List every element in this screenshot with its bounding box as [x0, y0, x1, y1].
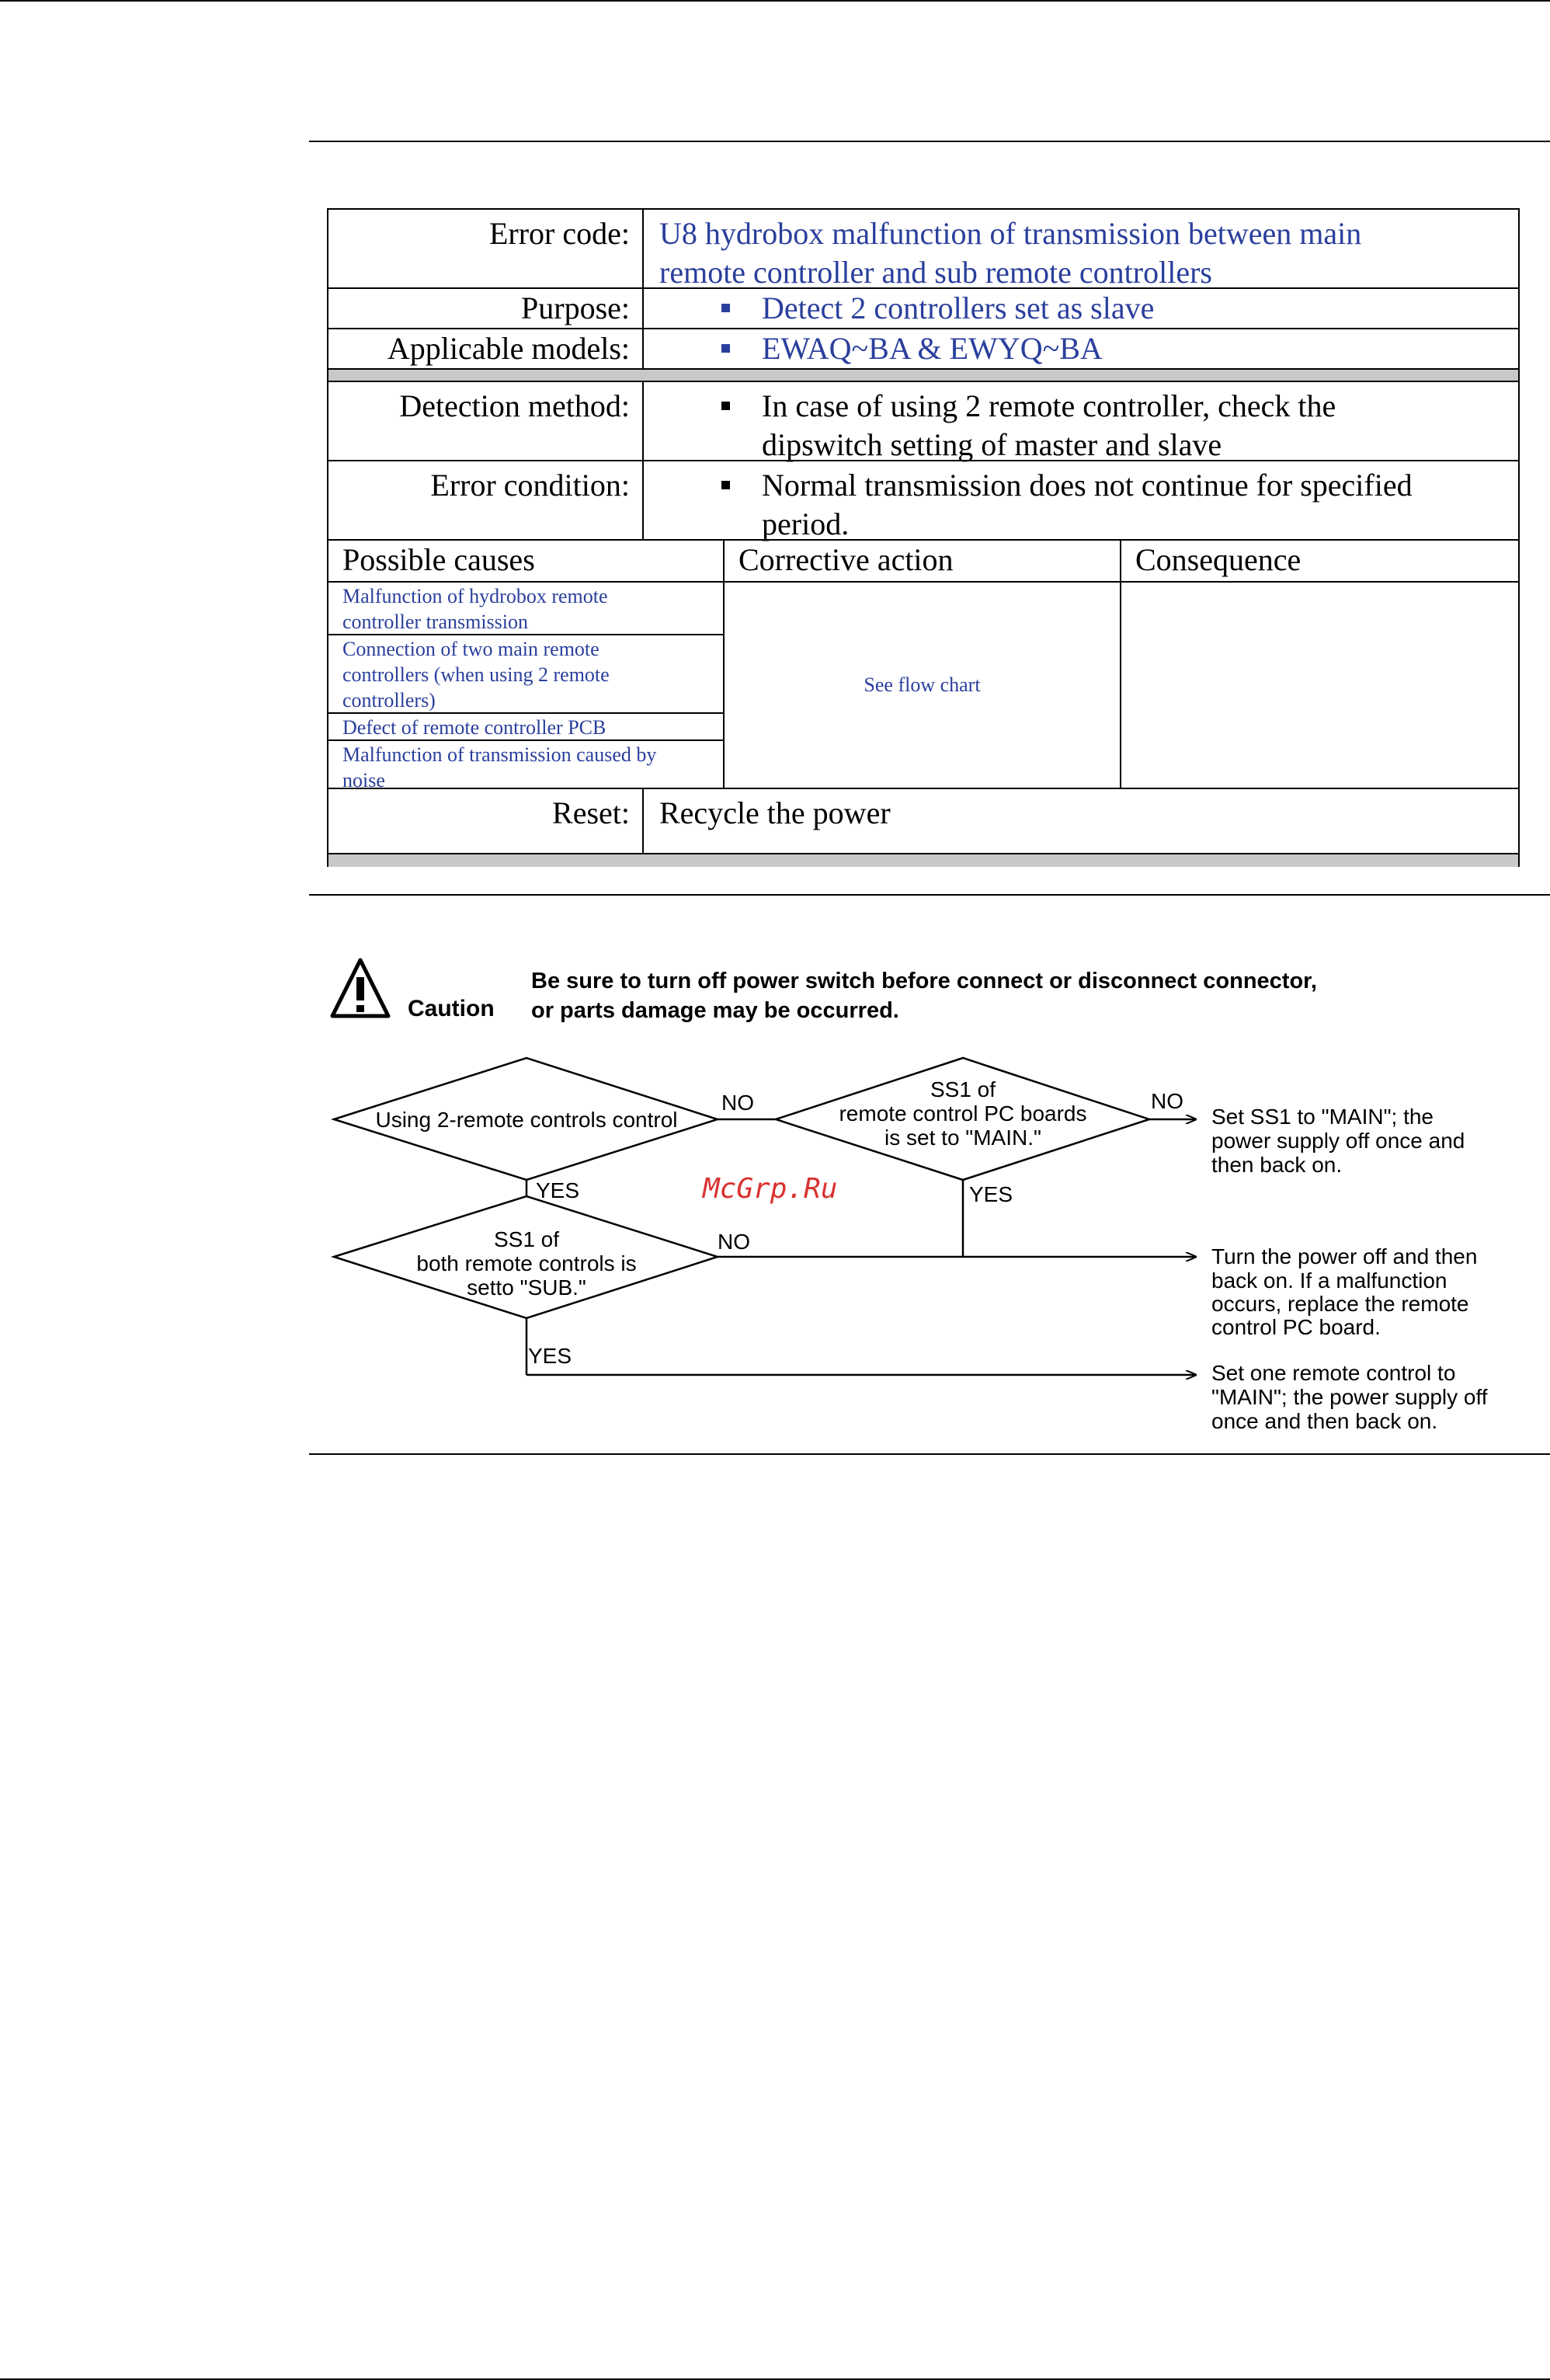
possible-causes-header: Possible causes [328, 541, 723, 583]
result-3-line-2: "MAIN"; the power supply off [1211, 1385, 1488, 1409]
result-1-line-1: Set SS1 to "MAIN"; the [1211, 1105, 1434, 1129]
yes-label: YES [536, 1178, 580, 1202]
cause-item: Malfunction of hydrobox remote controller transmission [328, 583, 723, 635]
section-separator [327, 854, 1520, 867]
result-2-line-4: control PC board. [1211, 1315, 1381, 1339]
cause-item: Connection of two main remote controllers (when using 2 remote controllers) [328, 635, 723, 714]
error-code-table [327, 208, 1520, 867]
bullet-icon [721, 402, 730, 410]
reset-label: Reset: [328, 789, 644, 853]
reset-value: Recycle the power [659, 795, 891, 830]
decision-2-line-3: is set to "MAIN." [884, 1126, 1041, 1150]
result-2-line-2: back on. If a malfunction [1211, 1268, 1447, 1293]
no-label: NO [721, 1091, 754, 1115]
error-condition-row [327, 461, 1520, 541]
consequence-column [1121, 541, 1518, 788]
consequence-header: Consequence [1121, 541, 1518, 583]
bullet-icon [721, 344, 730, 353]
decision-1-text: Using 2-remote controls control [375, 1108, 678, 1132]
bullet-icon [721, 481, 730, 489]
error-code-label: Error code: [328, 210, 644, 287]
error-code-line-2: remote controller and sub remote controllers [659, 255, 1212, 290]
error-condition-value: Normal transmission does not continue for specified period. [644, 461, 1518, 539]
no-label: NO [718, 1230, 750, 1254]
corrective-action-header: Corrective action [725, 541, 1120, 583]
detection-method-row [327, 382, 1520, 461]
header-rule [309, 141, 1550, 142]
decision-diamond [334, 1058, 718, 1180]
yes-label: YES [969, 1182, 1013, 1206]
decision-diamond [334, 1196, 718, 1318]
result-2-line-1: Turn the power off and then [1211, 1244, 1478, 1268]
error-condition-label: Error condition: [328, 461, 644, 539]
yes-label: YES [528, 1344, 572, 1368]
top-page-rule [0, 0, 1550, 2]
applicable-models-value: EWAQ~BA & EWYQ~BA [644, 329, 1518, 368]
result-3-line-1: Set one remote control to [1211, 1361, 1456, 1385]
applicable-models-label: Applicable models: [328, 329, 644, 368]
decision-3-line-3: setto "SUB." [467, 1275, 586, 1300]
error-code-row [327, 208, 1520, 289]
applicable-models-row [327, 329, 1520, 370]
caution-label: Caution [408, 996, 495, 1021]
flowchart-bottom-rule [309, 1453, 1550, 1455]
cause-item: Malfunction of transmission caused by noise [342, 743, 657, 792]
result-1-line-3: then back on. [1211, 1153, 1343, 1177]
decision-2-line-2: remote control PC boards [839, 1101, 1087, 1126]
purpose-label: Purpose: [328, 289, 644, 328]
table-bottom-rule [309, 894, 1550, 896]
reset-row [327, 789, 1520, 854]
decision-2-line-1: SS1 of [930, 1077, 996, 1101]
decision-3-line-2: both remote controls is [416, 1251, 637, 1275]
result-1-line-2: power supply off once and [1211, 1129, 1465, 1153]
purpose-row [327, 289, 1520, 329]
detection-method-label: Detection method: [328, 382, 644, 460]
section-separator [327, 370, 1520, 382]
cause-item: Defect of remote controller PCB [328, 714, 723, 741]
possible-causes-column [328, 541, 725, 792]
decision-3-line-1: SS1 of [493, 1227, 560, 1251]
error-code-value [644, 210, 1518, 290]
error-code-line-1: U8 hydrobox malfunction of transmission between main [659, 216, 1362, 251]
corrective-action-column [725, 541, 1121, 788]
caution-message: Be sure to turn off power switch before connect or disconnect connector, or parts damage may be occurred. [531, 969, 1317, 1023]
caution-icon [329, 955, 391, 1021]
bullet-icon [721, 304, 730, 312]
watermark: McGrp.Ru [703, 1173, 838, 1205]
causes-actions-row [327, 541, 1520, 792]
result-3-line-3: once and then back on. [1211, 1409, 1438, 1433]
result-2-line-3: occurs, replace the remote [1211, 1292, 1469, 1316]
detection-method-value: In case of using 2 remote controller, check the dipswitch setting of master and slave [644, 382, 1518, 460]
purpose-value: Detect 2 controllers set as slave [644, 289, 1518, 328]
decision-diamond [776, 1058, 1149, 1180]
no-label: NO [1151, 1089, 1183, 1113]
see-flow-chart-text: See flow chart [864, 673, 981, 696]
